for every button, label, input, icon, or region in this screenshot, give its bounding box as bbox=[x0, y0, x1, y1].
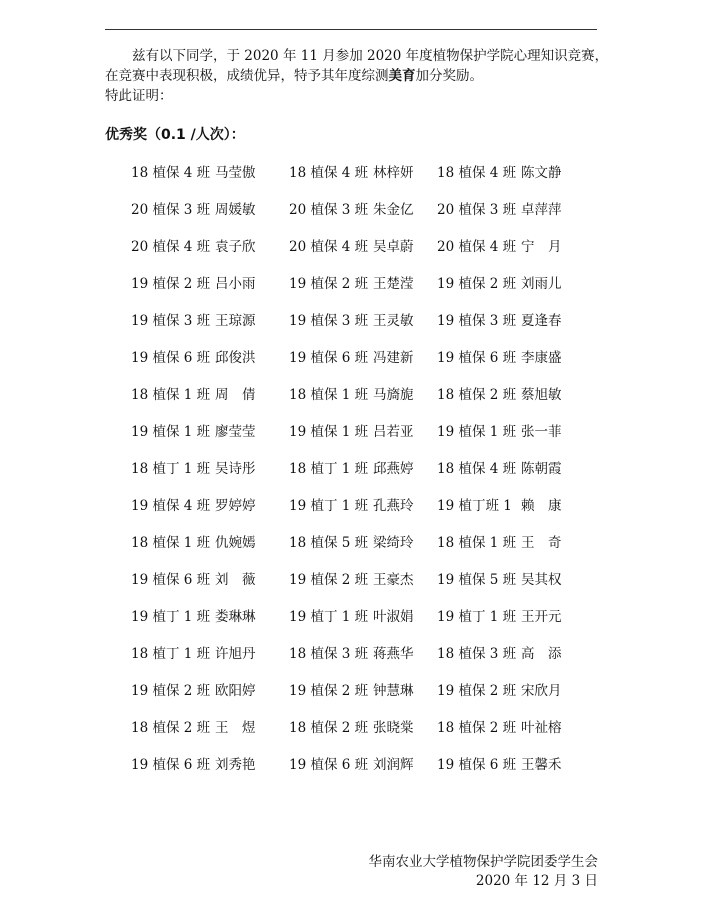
awardee-name: 王楚滢 bbox=[373, 275, 414, 292]
awardee-entry bbox=[131, 272, 289, 292]
awardee-entry bbox=[289, 198, 437, 218]
awardee-class: 19 植保 5 班 bbox=[437, 571, 517, 588]
awardee-entry bbox=[289, 383, 437, 403]
awardee-class: 18 植保 3 班 bbox=[289, 645, 369, 662]
awardee-entry bbox=[437, 716, 587, 736]
awardee-class: 19 植保 6 班 bbox=[437, 756, 517, 773]
awardee-row bbox=[131, 189, 601, 226]
awardee-name: 袁子欣 bbox=[215, 238, 256, 255]
awardee-name: 夏逢春 bbox=[521, 312, 562, 329]
awardee-entry bbox=[437, 383, 587, 403]
awardee-class: 19 植保 1 班 bbox=[437, 423, 517, 440]
awardee-name: 王开元 bbox=[521, 608, 562, 625]
awardee-name: 吕小雨 bbox=[215, 275, 256, 292]
awardee-entry bbox=[131, 235, 289, 255]
awardee-class: 18 植保 1 班 bbox=[131, 534, 211, 551]
awardee-name: 吕若亚 bbox=[373, 423, 414, 440]
awardee-class: 19 植保 2 班 bbox=[437, 682, 517, 699]
awardee-row bbox=[131, 300, 601, 337]
awardee-name: 刘秀艳 bbox=[215, 756, 256, 773]
awardee-entry bbox=[437, 753, 587, 773]
awardee-name: 王 煜 bbox=[215, 719, 256, 736]
awardee-name: 高 添 bbox=[521, 645, 562, 662]
awardee-class: 19 植保 6 班 bbox=[131, 571, 211, 588]
awardee-name: 邱俊洪 bbox=[215, 349, 256, 366]
awardee-entry bbox=[131, 198, 289, 218]
awardee-name: 王豪杰 bbox=[373, 571, 414, 588]
awardee-entry bbox=[131, 753, 289, 773]
awardee-name: 梁绮玲 bbox=[373, 534, 414, 551]
intro-line-3: 特此证明： bbox=[105, 88, 173, 104]
awardee-class: 19 植丁 1 班 bbox=[289, 608, 369, 625]
awardee-name: 林梓妍 bbox=[373, 164, 414, 181]
awardee-entry bbox=[131, 679, 289, 699]
awardee-name: 蔡旭敏 bbox=[521, 386, 562, 403]
awardee-entry bbox=[437, 494, 587, 514]
awardee-name: 蒋燕华 bbox=[373, 645, 414, 662]
awardee-class: 18 植保 2 班 bbox=[289, 719, 369, 736]
awardee-class: 19 植保 3 班 bbox=[437, 312, 517, 329]
awardee-entry bbox=[289, 753, 437, 773]
awardee-name: 仇婉嫣 bbox=[215, 534, 256, 551]
awardee-entry bbox=[437, 568, 587, 588]
awardee-class: 18 植保 1 班 bbox=[289, 386, 369, 403]
awardee-entry bbox=[289, 309, 437, 329]
awardee-entry bbox=[131, 457, 289, 477]
awardee-entry bbox=[289, 272, 437, 292]
awardee-name: 刘 薇 bbox=[215, 571, 256, 588]
intro-line-2-bold: 美育 bbox=[388, 68, 416, 84]
awardee-row bbox=[131, 485, 601, 522]
awardee-class: 19 植保 6 班 bbox=[289, 349, 369, 366]
awardee-class: 19 植保 6 班 bbox=[289, 756, 369, 773]
top-rule bbox=[105, 29, 597, 30]
awardee-class: 19 植保 2 班 bbox=[437, 275, 517, 292]
awardee-entry bbox=[131, 346, 289, 366]
awardee-name: 宁 月 bbox=[521, 238, 562, 255]
awardee-name: 陈文静 bbox=[521, 164, 562, 181]
awardee-entry bbox=[289, 457, 437, 477]
awardee-name: 刘雨儿 bbox=[521, 275, 562, 292]
awardee-name: 罗婷婷 bbox=[215, 497, 256, 514]
awardee-class: 19 植保 3 班 bbox=[289, 312, 369, 329]
awardee-entry bbox=[437, 531, 587, 551]
awardee-entry bbox=[131, 716, 289, 736]
awardee-name: 廖莹莹 bbox=[215, 423, 256, 440]
awardee-entry bbox=[131, 383, 289, 403]
awardee-row bbox=[131, 374, 601, 411]
awardee-class: 19 植保 2 班 bbox=[289, 275, 369, 292]
awardee-name: 陈朝霞 bbox=[521, 460, 562, 477]
footer-organization: 华南农业大学植物保护学院团委学生会 bbox=[368, 854, 598, 870]
awardee-entry bbox=[131, 420, 289, 440]
awardee-class: 18 植保 5 班 bbox=[289, 534, 369, 551]
awardee-class: 20 植保 3 班 bbox=[437, 201, 517, 218]
awardee-class: 18 植保 2 班 bbox=[437, 386, 517, 403]
awardee-name: 王琼源 bbox=[215, 312, 256, 329]
awardee-entry bbox=[289, 346, 437, 366]
awardee-entry bbox=[289, 420, 437, 440]
awardee-class: 18 植保 2 班 bbox=[437, 719, 517, 736]
awardee-entry bbox=[437, 198, 587, 218]
awardee-name: 王馨禾 bbox=[521, 756, 562, 773]
awardee-name: 刘润辉 bbox=[373, 756, 414, 773]
awardee-entry bbox=[289, 235, 437, 255]
awardee-name: 叶淑娟 bbox=[373, 608, 414, 625]
awardee-class: 19 植丁 1 班 bbox=[289, 497, 369, 514]
intro-line-2 bbox=[105, 66, 605, 86]
awardee-class: 19 植保 1 班 bbox=[131, 423, 211, 440]
awardee-name: 宋欣月 bbox=[521, 682, 562, 699]
awardee-entry bbox=[437, 161, 587, 181]
awardee-entry bbox=[289, 161, 437, 181]
awardee-row bbox=[131, 744, 601, 781]
awardee-name: 张一菲 bbox=[521, 423, 562, 440]
awardee-class: 18 植保 1 班 bbox=[131, 386, 211, 403]
awardee-class: 20 植保 3 班 bbox=[131, 201, 211, 218]
awardee-class: 18 植保 2 班 bbox=[131, 719, 211, 736]
awardee-entry bbox=[437, 309, 587, 329]
awardee-entry bbox=[437, 272, 587, 292]
intro-paragraph bbox=[105, 46, 609, 106]
awardee-class: 18 植保 4 班 bbox=[437, 164, 517, 181]
awardee-name: 娄琳琳 bbox=[215, 608, 256, 625]
awardee-entry bbox=[131, 161, 289, 181]
awardee-class: 19 植保 3 班 bbox=[131, 312, 211, 329]
awardee-class: 19 植保 6 班 bbox=[131, 349, 211, 366]
awardee-entry bbox=[289, 531, 437, 551]
intro-line-2-after: 加分奖励。 bbox=[415, 68, 483, 84]
awardee-entry bbox=[437, 420, 587, 440]
awardee-name: 孔燕玲 bbox=[373, 497, 414, 514]
awardee-class: 20 植保 4 班 bbox=[131, 238, 211, 255]
awardee-class: 18 植丁 1 班 bbox=[289, 460, 369, 477]
awardee-entry bbox=[131, 309, 289, 329]
awardee-name: 许旭丹 bbox=[215, 645, 256, 662]
awardee-class: 18 植保 4 班 bbox=[131, 164, 211, 181]
awardee-row bbox=[131, 559, 601, 596]
awardee-name: 王 奇 bbox=[521, 534, 562, 551]
awardee-class: 19 植丁 1 班 bbox=[131, 608, 211, 625]
awardee-class: 18 植保 3 班 bbox=[437, 645, 517, 662]
awardee-class: 18 植丁 1 班 bbox=[131, 460, 211, 477]
awardee-name: 马旖旎 bbox=[373, 386, 414, 403]
awardee-entry bbox=[437, 679, 587, 699]
section-title: 优秀奖（0.1 /人次）： bbox=[105, 127, 245, 143]
awardee-class: 20 植保 3 班 bbox=[289, 201, 369, 218]
awardee-entry bbox=[289, 494, 437, 514]
awardee-entry bbox=[131, 642, 289, 662]
awardee-class: 19 植保 6 班 bbox=[437, 349, 517, 366]
intro-line-2-before: 在竞赛中表现积极，成绩优异，特予其年度综测 bbox=[105, 68, 389, 84]
awardee-class: 19 植丁 1 班 bbox=[437, 608, 517, 625]
awardee-row bbox=[131, 152, 601, 189]
awardee-entry bbox=[437, 235, 587, 255]
awardee-entry bbox=[437, 605, 587, 625]
awardee-name: 周媛敏 bbox=[215, 201, 256, 218]
awardee-row bbox=[131, 707, 601, 744]
awardee-row bbox=[131, 670, 601, 707]
awardee-entry bbox=[131, 494, 289, 514]
awardee-class: 19 植丁班 1 bbox=[437, 497, 512, 514]
intro-line-1: 兹有以下同学，于 2020 年 11 月参加 2020 年度植物保护学院心理知识竞赛， bbox=[132, 48, 609, 64]
awardee-entry bbox=[437, 457, 587, 477]
awardee-class: 18 植保 4 班 bbox=[289, 164, 369, 181]
awardee-name: 冯建新 bbox=[373, 349, 414, 366]
awardee-entry bbox=[289, 568, 437, 588]
awardee-class: 19 植保 2 班 bbox=[289, 571, 369, 588]
awardee-class: 18 植保 1 班 bbox=[437, 534, 517, 551]
awardee-name: 叶祉榕 bbox=[521, 719, 562, 736]
awardee-name: 赖 康 bbox=[521, 497, 562, 514]
awardee-name: 邱燕婷 bbox=[373, 460, 414, 477]
footer bbox=[369, 853, 599, 891]
awardee-class: 19 植保 1 班 bbox=[289, 423, 369, 440]
awardee-name: 吴其权 bbox=[521, 571, 562, 588]
awardee-class: 19 植保 2 班 bbox=[131, 682, 211, 699]
awardee-row bbox=[131, 522, 601, 559]
awardee-class: 20 植保 4 班 bbox=[437, 238, 517, 255]
awardee-name: 张晓棠 bbox=[373, 719, 414, 736]
awardee-name: 钟慧琳 bbox=[373, 682, 414, 699]
awardee-row bbox=[131, 448, 601, 485]
awardee-name: 欧阳婷 bbox=[215, 682, 256, 699]
awardee-row bbox=[131, 337, 601, 374]
awardee-class: 19 植保 4 班 bbox=[131, 497, 211, 514]
awardee-row bbox=[131, 263, 601, 300]
awardee-name: 朱金亿 bbox=[373, 201, 414, 218]
awardee-entry bbox=[289, 679, 437, 699]
awardee-entry bbox=[437, 642, 587, 662]
awardee-class: 19 植保 2 班 bbox=[289, 682, 369, 699]
awardee-name: 王灵敏 bbox=[373, 312, 414, 329]
awardee-list bbox=[131, 152, 601, 781]
awardee-entry bbox=[131, 568, 289, 588]
awardee-entry bbox=[289, 716, 437, 736]
awardee-row bbox=[131, 633, 601, 670]
awardee-name: 吴卓蔚 bbox=[373, 238, 414, 255]
awardee-name: 李康盛 bbox=[521, 349, 562, 366]
awardee-name: 吴诗彤 bbox=[215, 460, 256, 477]
awardee-entry bbox=[289, 605, 437, 625]
awardee-row bbox=[131, 226, 601, 263]
awardee-class: 19 植保 6 班 bbox=[131, 756, 211, 773]
awardee-class: 18 植保 4 班 bbox=[437, 460, 517, 477]
awardee-class: 18 植丁 1 班 bbox=[131, 645, 211, 662]
awardee-name: 周 倩 bbox=[215, 386, 256, 403]
awardee-entry bbox=[131, 531, 289, 551]
awardee-name: 卓萍萍 bbox=[521, 201, 562, 218]
awardee-class: 19 植保 2 班 bbox=[131, 275, 211, 292]
awardee-entry bbox=[289, 642, 437, 662]
awardee-entry bbox=[437, 346, 587, 366]
awardee-row bbox=[131, 596, 601, 633]
footer-date: 2020 年 12 月 3 日 bbox=[475, 873, 598, 889]
awardee-row bbox=[131, 411, 601, 448]
awardee-class: 20 植保 4 班 bbox=[289, 238, 369, 255]
awardee-name: 马莹傲 bbox=[215, 164, 256, 181]
awardee-entry bbox=[131, 605, 289, 625]
